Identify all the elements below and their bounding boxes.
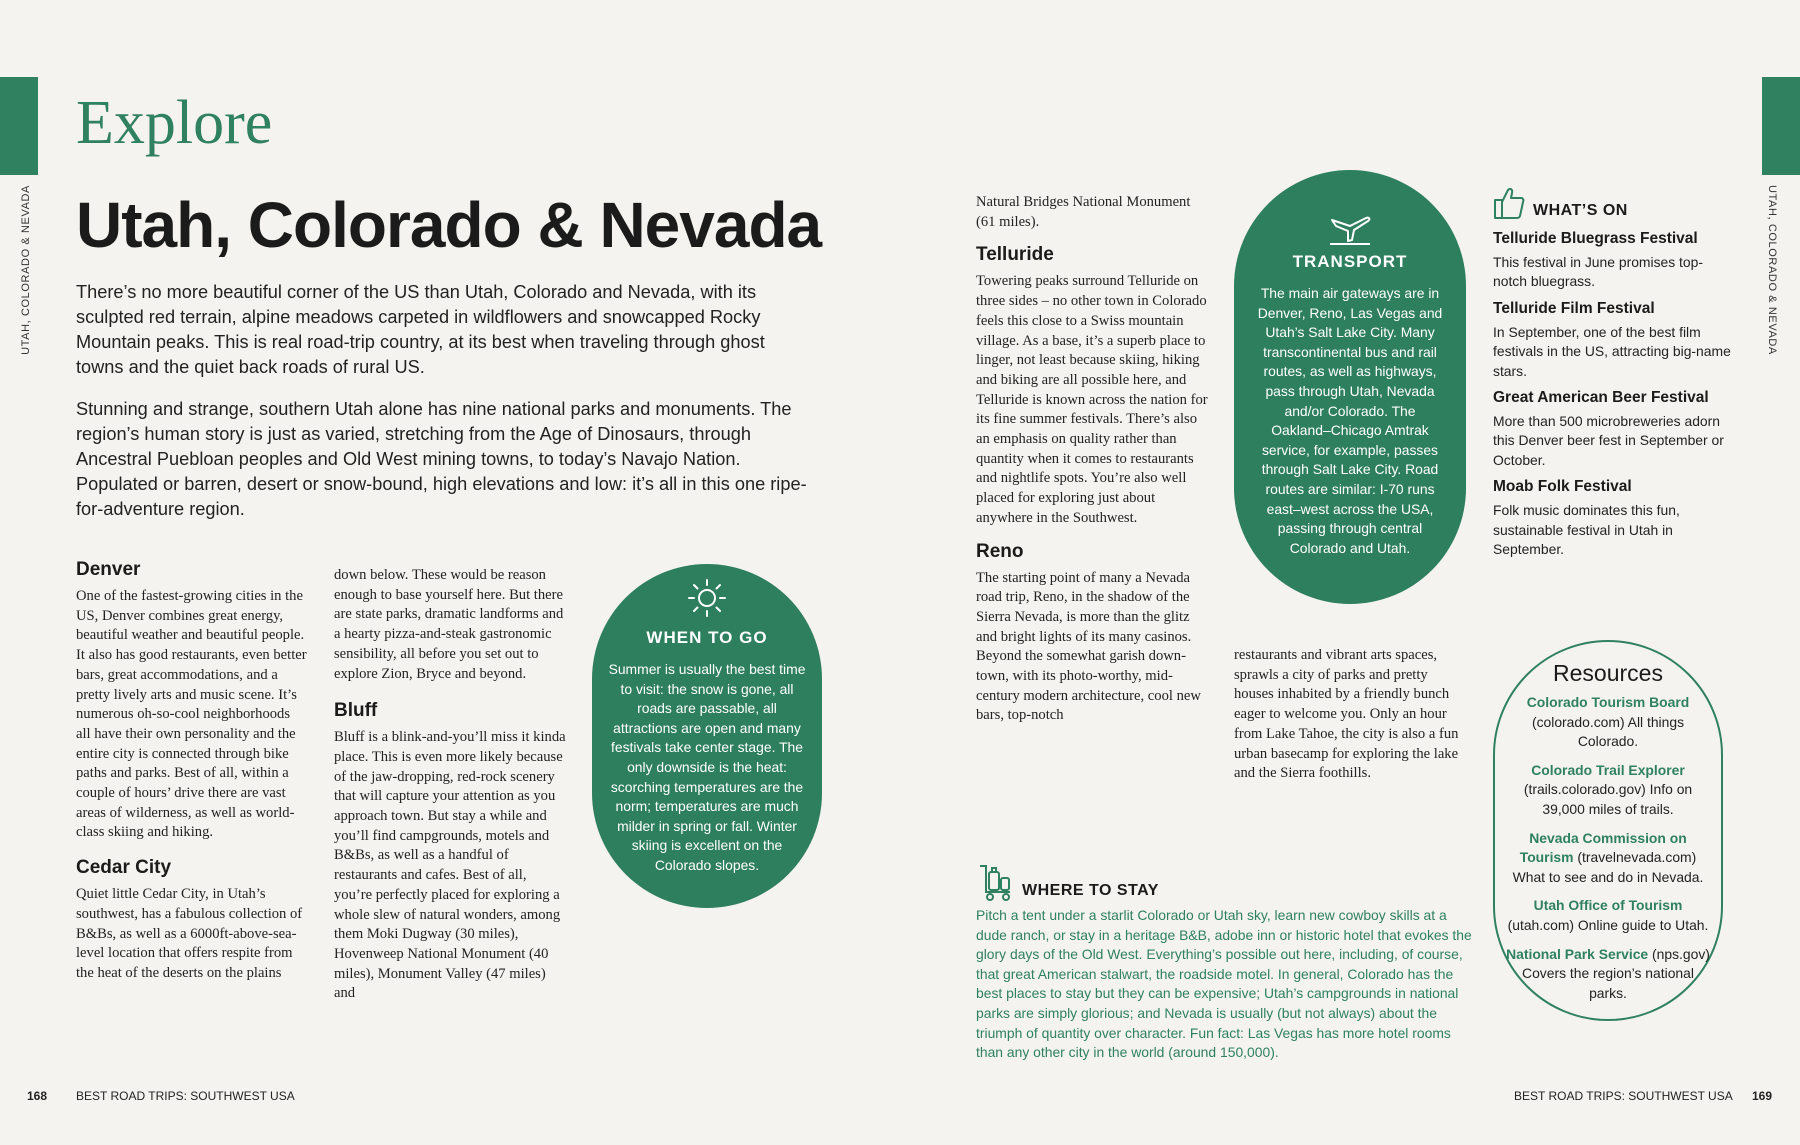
resource-name: Utah Office of Tourism — [1533, 897, 1683, 914]
section-kicker: Explore — [76, 89, 273, 157]
transport-heading: TRANSPORT — [1292, 252, 1408, 271]
reno-heading: Reno — [976, 540, 1024, 562]
denver-text: One of the fastest-growing cities in the US, Denver combines great energy, beautiful weather and beautiful people. It also has good restaurants, even better bars, great accommodations, and a pretty lively arts and music scene. It’s numerous oh-so-cool neighborhoods all have their own personality and the entire city is connected through bike paths and parks. Best of all, within a couple of hours’ drive there are vast areas of wilderness, as well as world-class skiing and hiking. — [76, 588, 307, 841]
telluride-heading: Telluride — [976, 244, 1054, 266]
left-page-tab — [0, 77, 38, 175]
event-name: Telluride Bluegrass Festival — [1493, 230, 1698, 247]
event-name: Great American Beer Festival — [1493, 389, 1709, 407]
resource-text: (utah.com) Online guide to Utah. — [1507, 916, 1709, 933]
right-page-number: 169 — [1752, 1089, 1773, 1103]
bluff-heading: Bluff — [334, 700, 378, 722]
cedar-city-heading: Cedar City — [76, 857, 172, 879]
event-text: In September, one of the best film festivals in the US, attracting big-name stars. — [1493, 323, 1731, 379]
when-to-go-text: Summer is usually the best time to visit: the snow is gone, all roads are passable, all attractions are open and many festivals take center stage. The only downside is the heat: scorching temperatures are the norm; temperatures are much milder in spring or fall. Winter skiing is excellent on the Colorado slopes. — [608, 661, 806, 873]
whats-on-section — [1493, 186, 1733, 567]
resource-name: Colorado Trail Explorer — [1531, 761, 1685, 778]
resource-item — [1503, 829, 1713, 888]
event-item — [1493, 389, 1733, 470]
resource-item — [1503, 945, 1713, 1004]
left-footer-title: BEST ROAD TRIPS: SOUTHWEST USA — [76, 1089, 295, 1103]
intro-paragraph-2: Stunning and strange, southern Utah alone has nine national parks and monuments. The region’s human story is just as varied, stretching from the Age of Dinosaurs, through Ancestral Puebloan peoples and Old West mining towns, to today’s Navajo Nation. Populated or barren, desert or snow-bound, high elevations and low: it’s all in this one ripe-for-adventure region. — [76, 399, 807, 519]
event-text: Folk music dominates this fun, sustainable festival in Utah in September. — [1493, 502, 1680, 558]
whats-on-heading: WHAT’S ON — [1533, 202, 1628, 219]
reno-text-continued: restaurants and vibrant arts spaces, sprawls a city of parks and pretty houses inhabited by a friendly bunch eager to welcome you. Only an hour from Lake Tahoe, the city is also a fun urban basecamp for exploring the lake and the Sierra foothills. — [1234, 647, 1459, 782]
resource-text: (travelnevada.com) What to see and do in Nevada. — [1512, 849, 1704, 885]
resource-item — [1503, 896, 1713, 935]
sun-icon — [687, 578, 727, 618]
transport-text: The main air gateways are in Denver, Reno, Las Vegas and Utah’s Salt Lake City. Many transcontinental bus and rail routes, as well as highways, pass through Utah, Nevada and/or Colorado. The Oakland–Chicago Amtrak service, for example, passes through Salt Lake City. Road routes are similar: I-70 runs east–west across the USA, passing through central Colorado and Utah. — [1257, 285, 1443, 556]
resource-text: (trails.colorado.gov) Info on 39,000 miles of trails. — [1523, 781, 1693, 817]
plane-icon — [1328, 212, 1372, 246]
resource-name: Colorado Tourism Board — [1526, 694, 1690, 710]
cedar-city-text: Quiet little Cedar City, in Utah’s southwest, has a fabulous collection of B&Bs, as well as a 6000ft-above-sea-level location that offers respite from the heat of the deserts on the plains — [76, 886, 303, 981]
resource-item — [1503, 761, 1713, 820]
column-3 — [976, 193, 1210, 736]
resource-name: Nevada Commission on Tourism — [1519, 829, 1687, 866]
event-text: More than 500 microbreweries adorn this Denver beer fest in September or October. — [1493, 413, 1724, 468]
right-page-tab — [1762, 77, 1800, 175]
event-name: Telluride Film Festival — [1493, 299, 1655, 317]
left-page-number: 168 — [27, 1089, 48, 1103]
when-to-go-box — [592, 564, 822, 908]
event-item — [1493, 478, 1733, 559]
event-text: This festival in June promises top-notch bluegrass. — [1493, 254, 1703, 290]
telluride-text: Towering peaks surround Telluride on three sides – no other town in Colorado feels this close to a Swiss mountain village. As a base, it’s a superb place to linger, not least because skiing, hiking and biking are all possible here, and Telluride is known across the nation for its fine summer festivals. There’s also an emphasis on quality rather than quantity when it comes to restaurants and nightlife spots. You’re also well placed for exploring just about anywhere in the Southwest. — [976, 273, 1208, 526]
denver-heading: Denver — [76, 559, 141, 580]
column-2 — [334, 566, 568, 1014]
right-side-label: UTAH, COLORADO & NEVADA — [1766, 185, 1778, 355]
resources-heading: Resources — [1553, 660, 1663, 686]
transport-box — [1234, 170, 1466, 604]
resource-item — [1503, 693, 1713, 752]
when-to-go-heading: WHEN TO GO — [646, 628, 768, 647]
bluff-text-continued: Natural Bridges National Monument (61 miles). — [976, 194, 1191, 230]
column-4 — [1234, 646, 1470, 794]
resource-text: (colorado.com) All things Colorado. — [1531, 713, 1685, 750]
column-1 — [76, 559, 308, 994]
resource-text: (nps.gov) Covers the region’s national parks. — [1522, 945, 1710, 1001]
where-to-stay-text: Pitch a tent under a starlit Colorado or Utah sky, learn new cowboy skills at a dude ranch, or stay in a heritage B&B, adobe inn or historic hotel that evokes the glory days of the Old West. Everything’s possible out here, including, of course, that great American stalwart, the roadside motel. In general, Colorado has the best places to stay but they can be expensive; Utah’s campgrounds in national parks are simply glorious; and Nevada is usually (but not always) about the triumph of quantity over character. Fun fact: Las Vegas has more hotel rooms than any other city in the world (around 150,000). — [976, 907, 1472, 1061]
cedar-city-text-continued: down below. These would be reason enough to base yourself here. But there are state parks, dramatic landforms and a hearty pizza-and-steak gastronomic sensibility, all before you set out to explore Zion, Bryce and beyond. — [334, 567, 564, 682]
page-title: Utah, Colorado & Nevada — [76, 189, 822, 261]
where-to-stay-heading: WHERE TO STAY — [1022, 882, 1159, 899]
where-to-stay-section — [976, 862, 1474, 1063]
event-item — [1493, 230, 1733, 292]
event-name: Moab Folk Festival — [1493, 478, 1632, 496]
event-item — [1493, 300, 1733, 381]
resources-box — [1493, 640, 1723, 1021]
right-footer-title: BEST ROAD TRIPS: SOUTHWEST USA — [1514, 1089, 1733, 1103]
intro-paragraph-1: There’s no more beautiful corner of the US than Utah, Colorado and Nevada, with its sculpted red terrain, alpine meadows carpeted in wildflowers and snowcapped Rocky Mountain peaks. This is real road-trip country, at its best when traveling through ghost towns and the quiet back roads of rural US. — [76, 282, 765, 377]
resource-name: National Park Service — [1506, 945, 1649, 962]
bluff-text: Bluff is a blink-and-you’ll miss it kinda place. This is even more likely because of the jaw-dropping, red-rock scenery that will capture your attention as you approach town. But stay a while and you’ll find campgrounds, motels and B&Bs, as well as a handful of restaurants and cafes. Best of all, you’re perfectly placed for exploring a whole slew of natural wonders, among them Moki Dugway (30 miles), Hovenweep National Monument (40 miles), Monument Valley (47 miles) and — [334, 729, 566, 1002]
reno-text: The starting point of many a Nevada road trip, Reno, in the shadow of the Sierra Nevada, is more than the glitz and bright lights of its many casinos. Beyond the somewhat garish downtown, with its photo-worthy, mid-century modern architecture, cool new bars, top-notch — [976, 569, 1201, 724]
thumbs-up-icon — [1493, 186, 1525, 220]
left-side-label: UTAH, COLORADO & NEVADA — [20, 185, 32, 355]
luggage-cart-icon — [976, 862, 1014, 902]
